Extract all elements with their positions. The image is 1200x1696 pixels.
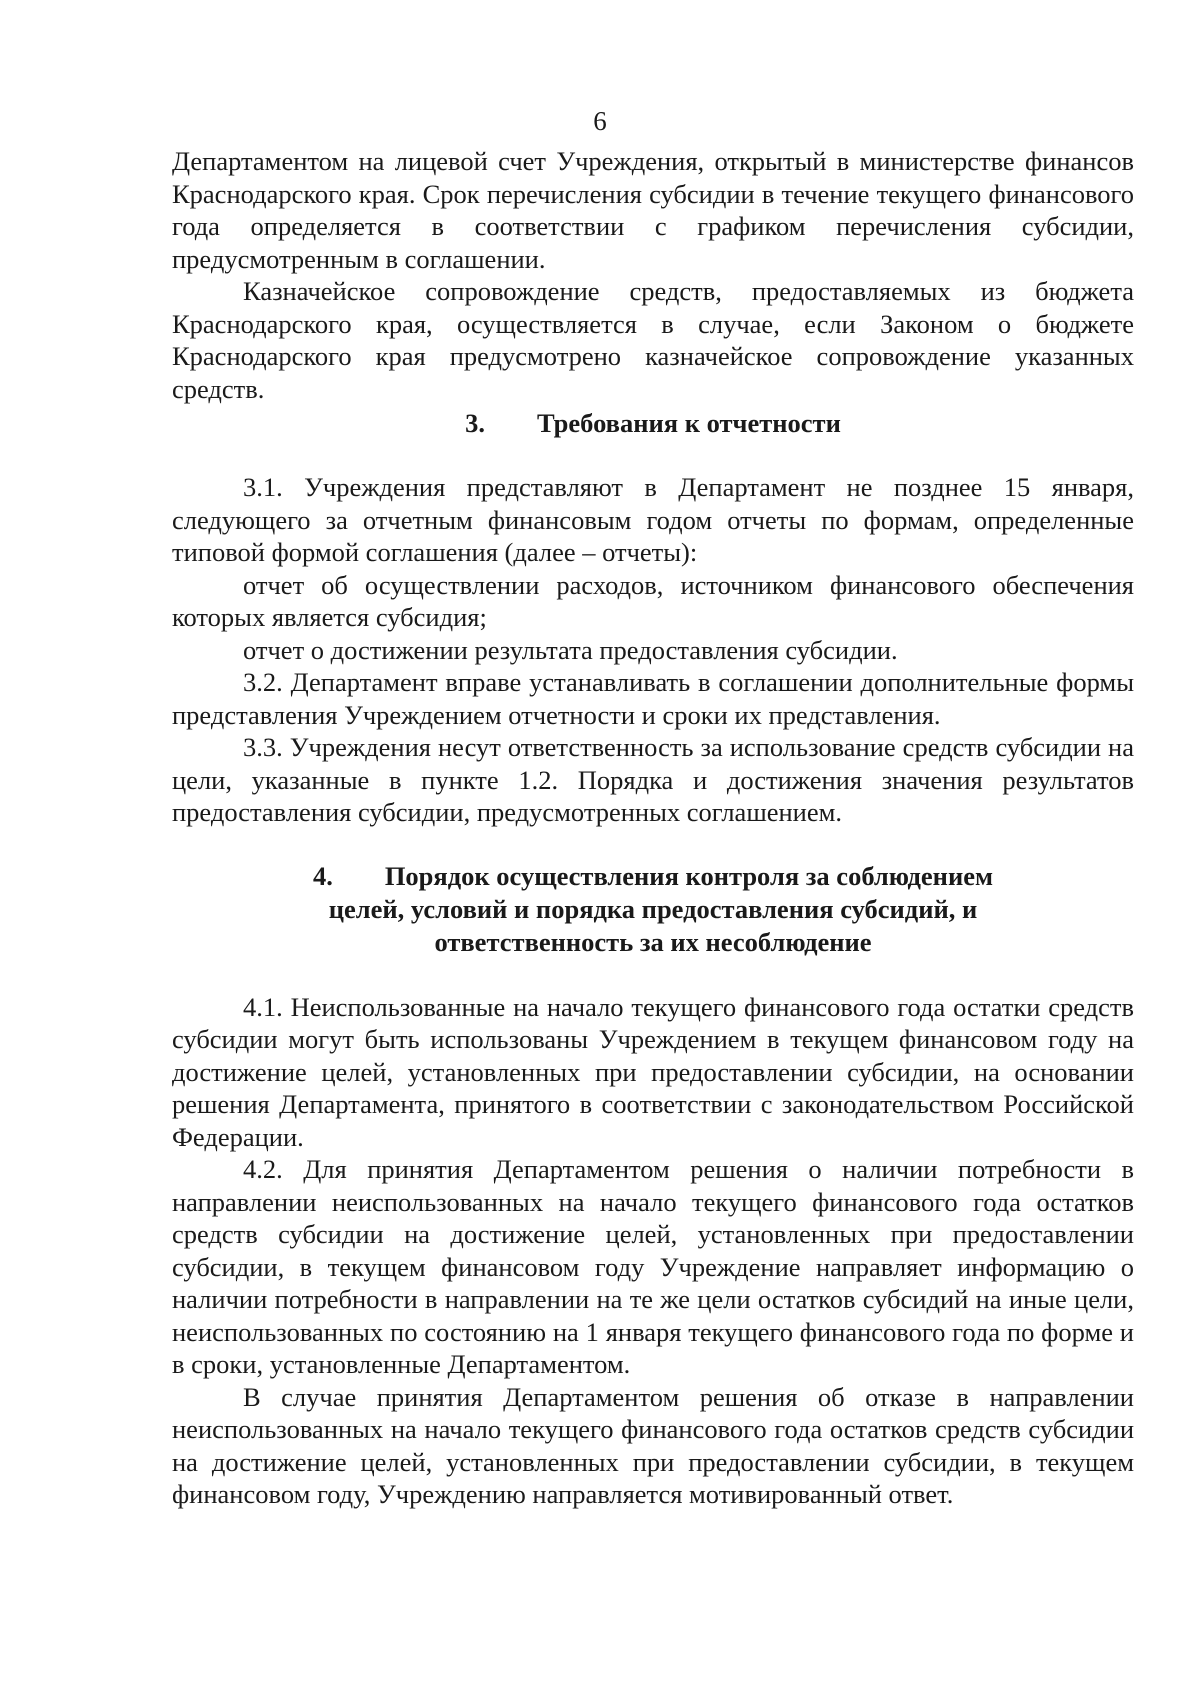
section-4-title-line-2: целей, условий и порядка предоставления субсидий, и — [328, 893, 978, 924]
section-4-number: 4. — [312, 860, 333, 891]
document-body — [172, 145, 1134, 1511]
section-4-title-line-3: ответственность за их несоблюдение — [434, 926, 872, 957]
paragraph-continuation: Департаментом на лицевой счет Учреждения, открытый в министерстве финансов Краснодарского края. Срок перечисления субсидии в течение текущего финансового года определяется в соответствии с графиком перечисления субсидии, предусмотренным в соглашении. — [172, 146, 1134, 274]
paragraph-4-1: 4.1. Неиспользованные на начало текущего финансового года остатки средств субсидии могут быть использованы Учреждением в текущем финансовом году на достижение целей, установленных при предоставлении субсидии, на основании решения Департамента, принятого в соответствии с законодательством Российской Федерации. — [172, 991, 1134, 1152]
paragraph-3-2: 3.2. Департамент вправе устанавливать в соглашении дополнительные формы представления Учреждением отчетности и сроки их представления. — [172, 667, 1134, 730]
section-4-title-line-1: 4. Порядок осуществления контроля за соблюдением — [312, 860, 994, 891]
paragraph-3-3: 3.3. Учреждения несут ответственность за использование средств субсидии на цели, указанные в пункте 1.2. Порядка и достижения значения результатов предоставления субсидии, предусмотренных соглашением. — [172, 732, 1134, 827]
paragraph-treasury-support: Казначейское сопровождение средств, предоставляемых из бюджета Краснодарского края, осуществляется в случае, если Законом о бюджете Краснодарского края предусмотрено казначейское сопровождение указанных средств. — [172, 276, 1134, 404]
section-3-heading — [172, 407, 1134, 440]
section-3-number: 3. — [465, 408, 486, 438]
paragraph-report-expenses: отчет об осуществлении расходов, источником финансового обеспечения которых является субсидия; — [172, 569, 1134, 632]
paragraph-3-1: 3.1. Учреждения представляют в Департамент не позднее 15 января, следующего за отчетным финансовым годом отчеты по формам, определенные типовой формой соглашения (далее – отчеты): — [172, 472, 1134, 567]
section-3-title: Требования к отчетности — [537, 408, 841, 438]
paragraph-refusal: В случае принятия Департаментом решения об отказе в направлении неиспользованных на начало текущего финансового года остатков средств субсидии на достижение целей, установленных при предоставлении субсидии, в текущем финансовом году, Учреждению направляется мотивированный ответ. — [172, 1381, 1134, 1509]
page-number: 6 — [593, 106, 607, 136]
paragraph-report-result: отчет о достижении результата предоставления субсидии. — [243, 634, 898, 665]
section-4-heading — [172, 860, 1134, 959]
paragraph-4-2: 4.2. Для принятия Департаментом решения о наличии потребности в направлении неиспользованных на начало текущего финансового года остатков средств субсидии на достижение целей, установленных при предоставлении субсидии, в текущем финансовом году Учреждение направляет информацию о наличии потребности в направлении на те же цели остатков субсидий на иные цели, неиспользованных по состоянию на 1 января текущего финансового года по форме и в сроки, установленные Департаментом. — [172, 1154, 1134, 1379]
